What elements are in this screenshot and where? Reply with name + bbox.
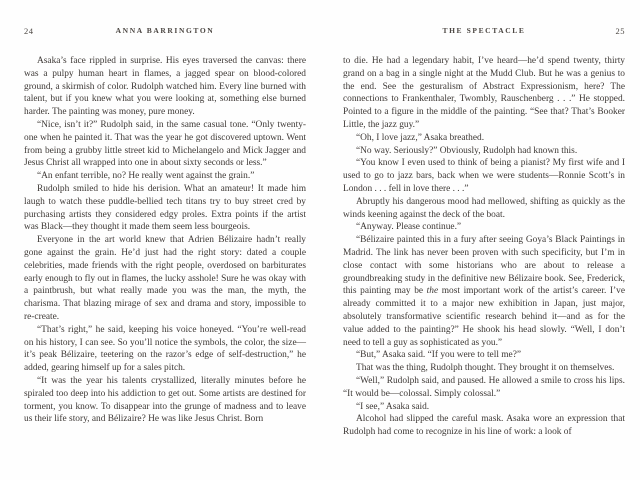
page-right bbox=[343, 0, 625, 480]
paragraph: “But,” Asaka said. “If you were to tell me?” bbox=[356, 350, 522, 361]
left-page-number: 24 bbox=[24, 26, 34, 36]
left-page-text bbox=[24, 55, 306, 426]
left-running-header: ANNA BARRINGTON bbox=[115, 26, 215, 35]
paragraph: “You know I even used to think of being a pianist? My first wife and I used to go to jazz bars, back when we were students—Ronnie Scott’s in London . . . fell in love there . . .” bbox=[343, 158, 625, 194]
paragraph: Everyone in the art world knew that Adrien Bélizaire hadn’t really gone against the grain. He’d just had the right story: dated a couple celebrities, made friends with the right people, overdosed on barbiturates early enough to fly out in flames, the lucky asshole! Sure he was okay with a paintbrush, but what really made you was the man, the myth, the charisma. That blazing mirage of sex and drama and story, impossible to re-create. bbox=[24, 235, 306, 322]
paragraph: “Bélizaire painted this in a fury after seeing Goya’s Black Paintings in Madrid. The link has never been proven with such specificity, but I’m in close contact with some historians who are about to release a groundbreaking study in the definitive new Bélizaire book. See, Frederick, this painting may be the most important work of the artist’s career. I’ve already committed it to a major new exhibition in Japan, just major, absolutely transformative scientific research behind it—and as for the value added to the painting?” He shook his head slowly. “Well, I don’t need to tell a guy as sophisticated as you.” bbox=[343, 235, 625, 348]
paragraph: “That’s right,” he said, keeping his voice honeyed. “You’re well-read on his history, I can see. So you’ll notice the symbols, the color, the size—it’s peak Bélizaire, teetering on the razor’s edge of self-destruction,” he added, gearing himself up for a sales pitch. bbox=[24, 324, 306, 374]
paragraph: “Nice, isn’t it?” Rudolph said, in the same casual tone. “Only twenty-one when he painted it. That was the year he got discovered uptown. Went from being a grubby little street kid to Michelangelo and Mick Jagger and Jesus Christ all wrapped into one in about sixty seconds or less.” bbox=[24, 119, 306, 169]
paragraph: That was the thing, Rudolph thought. They brought it on themselves. bbox=[356, 363, 615, 374]
paragraph: “An enfant terrible, no? He really went against the grain.” bbox=[37, 171, 255, 182]
paragraph: Asaka’s face rippled in surprise. His eyes traversed the canvas: there was a pulpy human heart in flames, a jagged spear on blood-colored ground, a skirmish of color. Rudolph watched him. Every line burned with talent, but if you knew what you were looking at, something else burned harder. The painting was money, pure money. bbox=[24, 56, 306, 118]
paragraph: Abruptly his dangerous mood had mellowed, shifting as quickly as the winds keening against the deck of the boat. bbox=[343, 196, 625, 220]
paragraph: “Anyway. Please continue.” bbox=[356, 222, 462, 233]
right-page-header bbox=[343, 26, 625, 38]
paragraph: “Oh, I love jazz,” Asaka breathed. bbox=[356, 132, 485, 143]
right-page-number: 25 bbox=[615, 26, 625, 36]
paragraph: “No way. Seriously?” Obviously, Rudolph had known this. bbox=[356, 145, 578, 156]
paragraph: “It was the year his talents crystallized, literally minutes before he spiraled too deep into his addiction to get out. Some artists are destined for torment, you know. To disappear into the grunge of madness and to leave us their life story, and Bélizaire? He was like Jesus Christ. Born bbox=[24, 375, 306, 425]
right-running-header: THE SPECTACLE bbox=[442, 26, 526, 35]
page-left bbox=[24, 0, 306, 480]
paragraph: Alcohol had slipped the careful mask. Asaka wore an expression that Rudolph had come to recognize in his line of work: a look of bbox=[343, 414, 625, 438]
right-page-text bbox=[343, 55, 625, 439]
left-page-header bbox=[24, 26, 306, 38]
paragraph: to die. He had a legendary habit, I’ve heard—he’d spend twenty, thirty grand on a bag in a single night at the Mudd Club. But he was a genius to the end. See the gesturalism of Abstract Expressionism, here? The connections to Frankenthaler, Twombly, Rauschenberg . . .” He stopped. Pointed to a figure in the middle of the painting. “See that? That’s Booker Little, the jazz guy.” bbox=[343, 56, 625, 130]
paragraph: Rudolph smiled to hide his derision. What an amateur! It made him laugh to watch these puddle-bellied tech titans try to buy street cred by purchasing artists they considered edgy proles. Extra points if the artist was Black—they thought it made them seem less bourgeois. bbox=[24, 183, 306, 233]
paragraph: “I see,” Asaka said. bbox=[356, 401, 430, 412]
paragraph: “Well,” Rudolph said, and paused. He allowed a smile to cross his lips. “It would be—colossal. Simply colossal.” bbox=[343, 375, 625, 399]
